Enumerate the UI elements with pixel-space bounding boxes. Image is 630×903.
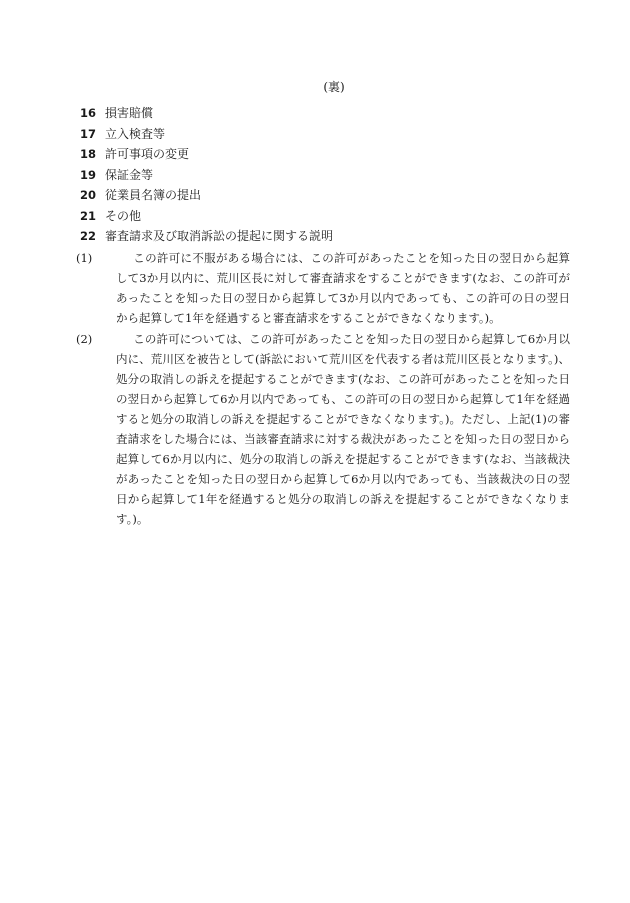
page-side-label: (裏): [323, 80, 345, 94]
item-label: 審査請求及び取消訴訟の提起に関する説明: [105, 229, 334, 243]
item-number: 18: [80, 147, 97, 161]
list-item: [80, 186, 570, 206]
item-list: [80, 104, 570, 247]
list-item: [80, 145, 570, 165]
item-number: 17: [80, 126, 97, 141]
item-label: 立入検査等: [105, 126, 166, 141]
list-item: [80, 207, 570, 227]
list-item: [80, 104, 570, 124]
list-item: [80, 166, 570, 186]
item-number: 22: [80, 229, 97, 243]
item-label: 許可事項の変更: [105, 147, 190, 161]
item-number: 19: [80, 167, 97, 182]
list-item: [80, 125, 570, 145]
paragraph-1: [76, 248, 570, 328]
paragraph-text: この許可に不服がある場合には、この許可があったことを知った日の翌日から起算して3か月以内に、荒川区長に対して審査請求をすることができます(なお、この許可があったことを知った日の翌日から起算して3か月以内であっても、この許可の日の翌日から起算して1年を経過すると審査請求をすることができなくなります。)。: [116, 250, 570, 325]
paragraph-number: (1): [76, 250, 93, 265]
item-number: 16: [80, 106, 97, 120]
item-number: 21: [80, 208, 97, 223]
item-number: 20: [80, 188, 97, 202]
item-label: 損害賠償: [105, 106, 154, 120]
paragraph-2: [76, 329, 570, 529]
item-label: 保証金等: [105, 167, 154, 182]
paragraph-text: この許可については、この許可があったことを知った日の翌日から起算して6か月以内に、荒川区を被告として(訴訟において荒川区を代表する者は荒川区長となります。)、処分の取消しの訴えを提起することができます(なお、この許可があったことを知った日の翌日から起算して6か月以内であっても、この許可の日の翌日から起算して1年を経過すると処分の取消しの訴えを提起することができなくなります。)。ただし、上記(1)の審査請求をした場合には、当該審査請求に対する裁決があったことを知った日の翌日から起算して6か月以内に、処分の取消しの訴えを提起することができます(なお、当該裁決があったことを知った日の翌日から起算して6か月以内であっても、当該裁決の日の翌日から起算して1年を経過すると処分の取消しの訴えを提起することができなくなります。)。: [116, 331, 570, 526]
item-label: その他: [105, 208, 142, 223]
paragraph-number: (2): [76, 331, 93, 346]
list-item: [80, 227, 570, 247]
item-label: 従業員名簿の提出: [105, 188, 202, 202]
